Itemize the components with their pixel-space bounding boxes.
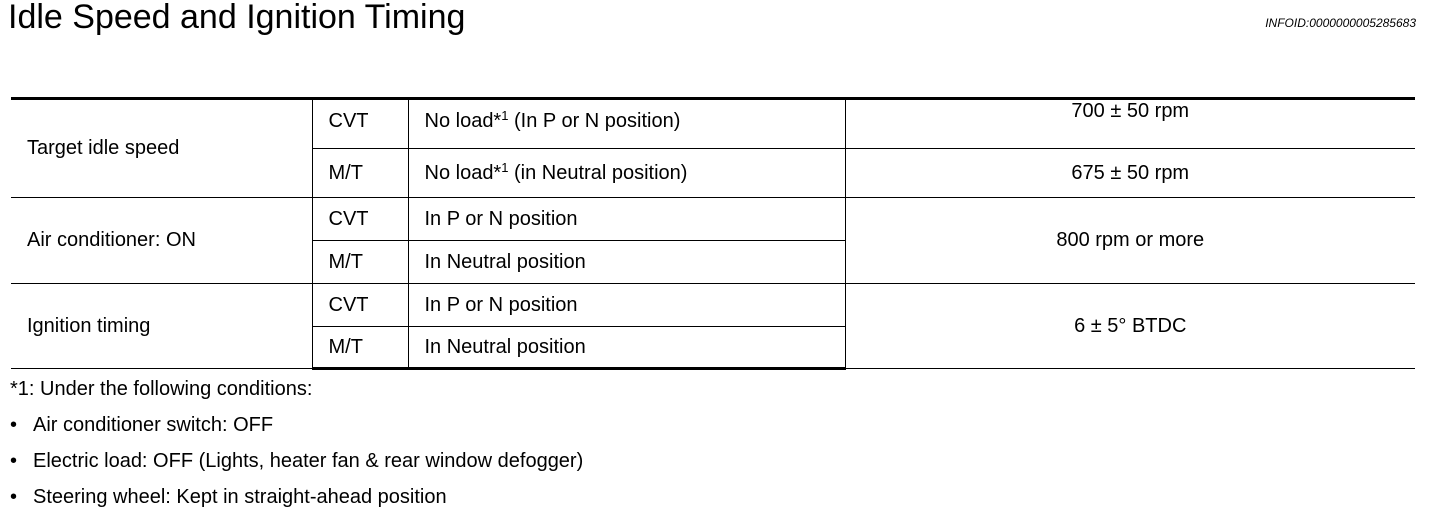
transmission-cell: CVT bbox=[312, 99, 408, 149]
condition-text-rest: (in Neutral position) bbox=[508, 161, 688, 184]
condition-text-rest: (In P or N position) bbox=[508, 110, 681, 132]
condition-cell: In P or N position bbox=[408, 284, 845, 327]
table-row bbox=[11, 284, 1415, 327]
condition-cell: In Neutral position bbox=[408, 327, 845, 369]
bullet: • bbox=[10, 450, 18, 472]
value-cell: 6 ± 5° BTDC bbox=[845, 284, 1415, 369]
transmission-cell: CVT bbox=[312, 198, 408, 241]
value-cell: 800 rpm or more bbox=[845, 198, 1415, 284]
list-item bbox=[10, 484, 583, 520]
footnote-text: : Under the following conditions: bbox=[28, 378, 313, 400]
table-row bbox=[11, 99, 1415, 149]
info-id: INFOID:0000000005285683 bbox=[1265, 16, 1416, 30]
condition-text: No load* bbox=[424, 110, 502, 132]
list-item bbox=[10, 448, 583, 484]
footnote-heading bbox=[10, 376, 583, 412]
bullet: • bbox=[10, 486, 18, 508]
value-cell: 675 ± 50 rpm bbox=[845, 149, 1415, 198]
condition-cell bbox=[408, 99, 845, 149]
condition-text: No load* bbox=[424, 161, 502, 184]
spec-table bbox=[11, 97, 1415, 370]
transmission-cell: M/T bbox=[312, 241, 408, 284]
footnote-ref: 1 bbox=[501, 108, 509, 123]
condition-cell: In P or N position bbox=[408, 198, 845, 241]
transmission-cell: CVT bbox=[312, 284, 408, 327]
row-label-ignition-timing: Ignition timing bbox=[11, 284, 312, 369]
list-item-text: Electric load: OFF (Lights, heater fan & rear window defogger) bbox=[33, 450, 584, 472]
bullet: • bbox=[10, 414, 18, 436]
table-row bbox=[11, 198, 1415, 241]
transmission-cell: M/T bbox=[312, 327, 408, 369]
list-item bbox=[10, 412, 583, 448]
page-title: Idle Speed and Ignition Timing bbox=[8, 0, 466, 36]
value-cell: 700 ± 50 rpm bbox=[845, 99, 1415, 149]
row-label-air-conditioner: Air conditioner: ON bbox=[11, 198, 312, 284]
footnote-ref: 1 bbox=[501, 159, 509, 175]
transmission-cell: M/T bbox=[312, 149, 408, 198]
condition-cell: In Neutral position bbox=[408, 241, 845, 284]
row-label-target-idle-speed: Target idle speed bbox=[11, 99, 312, 198]
footnote-marker: *1 bbox=[10, 378, 29, 400]
condition-cell bbox=[408, 149, 845, 198]
footnotes bbox=[10, 376, 583, 520]
list-item-text: Steering wheel: Kept in straight-ahead position bbox=[33, 486, 447, 508]
list-item-text: Air conditioner switch: OFF bbox=[33, 414, 274, 436]
